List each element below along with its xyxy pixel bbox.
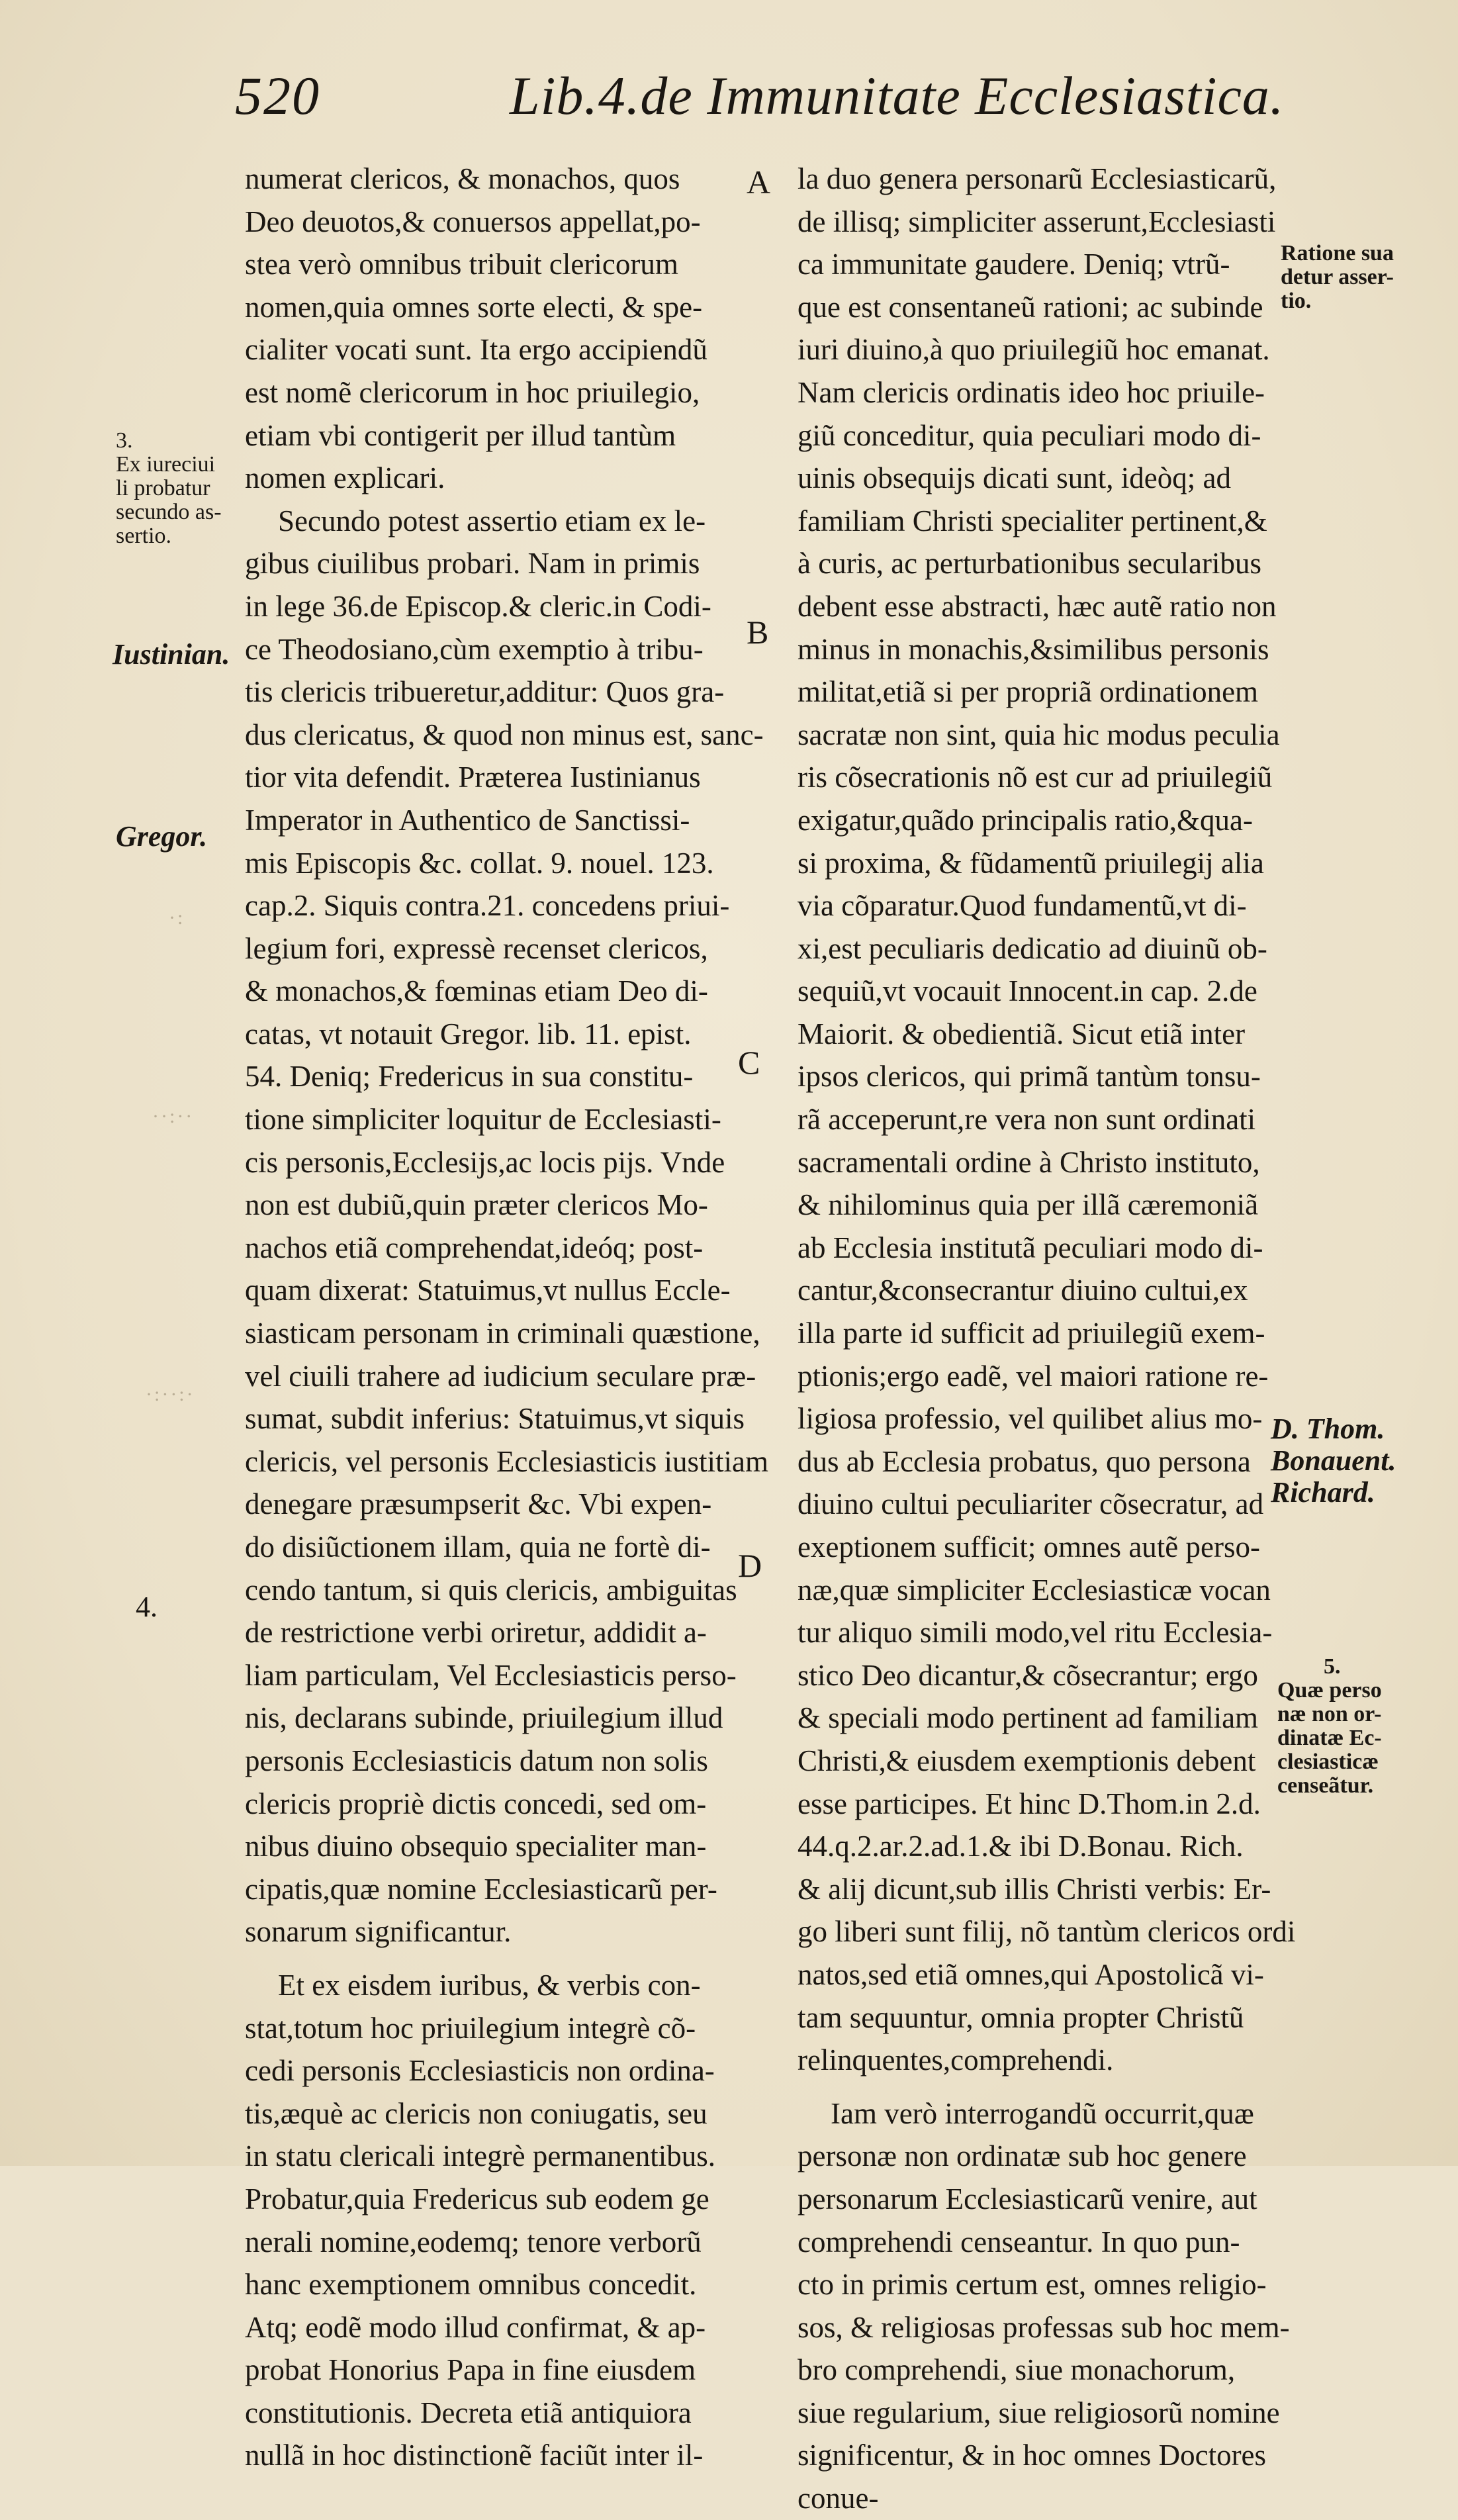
text-line: ligiosa professio, vel quilibet alius mo-	[797, 1402, 1263, 1436]
bleed-through-mark: ·:··:·	[146, 1383, 195, 1405]
text-line: vel ciuili trahere ad iudicium seculare præ-	[245, 1359, 756, 1393]
text-line: giũ conceditur, quia peculiari modo di-	[797, 418, 1261, 452]
text-line: debent esse abstracti, hæc autẽ ratio non	[797, 589, 1277, 623]
margin-number-4: 4.	[136, 1591, 158, 1623]
text-line: hanc exemptionem omnibus concedit.	[245, 2268, 697, 2302]
text-line: personis Ecclesiasticis datum non solis	[245, 1744, 708, 1777]
text-line: quam dixerat: Statuimus,vt nullus Eccle-	[245, 1274, 731, 1307]
text-line: clericis propriè dictis concedi, sed om-	[245, 1787, 707, 1820]
text-line: tis,æquè ac clericis non coniugatis, seu	[245, 2096, 707, 2130]
text-line: natos,sed etiã omnes,qui Apostolicã vi-	[797, 1957, 1264, 1991]
text-line: sonarum significantur.	[245, 1915, 512, 1949]
text-line: etiam vbi contigerit per illud tantùm	[245, 418, 676, 452]
text-line: næ,quæ simpliciter Ecclesiasticæ vocan	[797, 1573, 1271, 1607]
text-line: stea verò omnibus tribuit clericorum	[245, 248, 678, 281]
section-marker-c: C	[738, 1044, 760, 1081]
text-line: tis clericis tribueretur,additur: Quos gra-	[245, 675, 725, 709]
text-line: à curis, ac perturbationibus secularibus	[797, 547, 1262, 581]
margin-note-line: Quæ perso	[1277, 1678, 1382, 1703]
margin-name-iustinian: Iustinian.	[113, 638, 230, 671]
text-line: cialiter vocati sunt. Ita ergo accipiendũ	[245, 333, 707, 367]
text-line: Imperator in Authentico de Sanctissi-	[245, 803, 690, 837]
text-line: diuino cultui peculiariter cõsecratur, ad	[797, 1487, 1264, 1521]
section-marker-b: B	[747, 614, 769, 651]
text-line: ris cõsecrationis nõ est cur ad priuilegiũ	[797, 761, 1273, 794]
margin-note-3	[116, 429, 222, 548]
text-line: dus ab Ecclesia probatus, quo persona	[797, 1444, 1251, 1478]
text-line: nomen explicari.	[245, 461, 445, 495]
margin-note-line: sertio.	[116, 524, 172, 548]
text-line: numerat clericos, & monachos, quos	[245, 162, 680, 195]
text-line: cipatis,quæ nomine Ecclesiasticarũ per-	[245, 1872, 717, 1906]
text-line: stat,totum hoc priuilegium integrè cõ-	[245, 2011, 696, 2045]
text-line: dus clericatus, & quod non minus est, sanc-	[245, 718, 764, 751]
text-line: comprehendi censeantur. In quo pun-	[797, 2225, 1240, 2259]
text-line: sumat, subdit inferius: Statuimus,vt siquis	[245, 1402, 745, 1436]
text-line: significentur, & in hoc omnes Doctores	[797, 2439, 1267, 2472]
text-line: catas, vt notauit Gregor. lib. 11. epist.	[245, 1017, 692, 1050]
section-marker-d: D	[738, 1547, 762, 1584]
text-line: sacramentali ordine à Christo instituto,	[797, 1145, 1260, 1179]
text-line: denegare præsumpserit &c. Vbi expen-	[245, 1487, 712, 1521]
text-line: bro comprehendi, siue monachorum,	[797, 2353, 1236, 2387]
text-line: cis personis,Ecclesijs,ac locis pijs. Vnde	[245, 1145, 725, 1179]
text-line: conue-	[797, 2482, 879, 2515]
text-line: cendo tantum, si quis clericis, ambiguitas	[245, 1573, 737, 1607]
text-line: ca immunitate gaudere. Deniq; vtrũ-	[797, 248, 1230, 281]
text-line: personarum Ecclesiasticarũ venire, aut	[797, 2182, 1257, 2216]
text-line: cap.2. Siquis contra.21. concedens priui-	[245, 889, 730, 923]
text-line: rã acceperunt,re vera non sunt ordinati	[797, 1103, 1256, 1137]
margin-note-line: Ratione sua	[1281, 241, 1394, 265]
text-line: tione simpliciter loquitur de Ecclesiasti-	[245, 1103, 721, 1137]
text-line: clericis, vel personis Ecclesiasticis iustitiam	[245, 1444, 769, 1478]
margin-note-line: tio.	[1281, 289, 1312, 313]
text-line: 44.q.2.ar.2.ad.1.& ibi D.Bonau. Rich.	[797, 1830, 1244, 1863]
text-line: siue regularium, siue religiosorũ nomine	[797, 2396, 1280, 2429]
text-line: ptionis;ergo eadẽ, vel maiori ratione re-	[797, 1359, 1269, 1393]
text-line: Secundo potest assertio etiam ex le-	[278, 504, 706, 537]
text-line: esse participes. Et hinc D.Thom.in 2.d.	[797, 1787, 1261, 1820]
text-line: illa parte id sufficit ad priuilegiũ exem-	[797, 1317, 1265, 1350]
text-line: relinquentes,comprehendi.	[797, 2043, 1114, 2077]
margin-note-line: dinatæ Ec-	[1277, 1726, 1382, 1750]
text-line: & monachos,& fœminas etiam Deo di-	[245, 974, 708, 1008]
text-line: nerali nomine,eodemq; tenore verborũ	[245, 2225, 702, 2259]
text-line: iuri diuino,à quo priuilegiũ hoc emanat.	[797, 333, 1270, 367]
text-line: nibus diuino obsequio specialiter man-	[245, 1830, 707, 1863]
section-marker-a: A	[747, 163, 771, 201]
text-line: cantur,&consecrantur diuino cultui,ex	[797, 1274, 1248, 1307]
text-line: Nam clericis ordinatis ideo hoc priuile-	[797, 375, 1265, 409]
text-line: xi,est peculiaris dedicatio ad diuinũ ob-	[797, 931, 1267, 965]
margin-name-gregor: Gregor.	[116, 820, 208, 853]
bleed-through-mark: ··:··	[152, 1105, 195, 1127]
text-line: uinis obsequijs dicati sunt, ideòq; ad	[797, 461, 1231, 495]
bleed-through-mark: ·:	[169, 907, 185, 929]
right-text-column	[797, 158, 1296, 2520]
text-line: nachos etiã comprehendat,ideóq; post-	[245, 1231, 704, 1264]
text-line: Probatur,quia Fredericus sub eodem ge	[245, 2182, 709, 2216]
text-line: constitutionis. Decreta etiã antiquiora	[245, 2396, 692, 2429]
text-line: Et ex eisdem iuribus, & verbis con-	[278, 1968, 701, 2002]
page-header	[0, 65, 1458, 138]
text-line: nullã in hoc distinctionẽ faciũt inter il-	[245, 2439, 704, 2472]
text-line: exigatur,quãdo principalis ratio,&qua-	[797, 803, 1253, 837]
text-line: Deo deuotos,& conuersos appellat,po-	[245, 205, 701, 238]
text-line: in statu clericali integrè permanentibus.	[245, 2139, 715, 2173]
text-line: & nihilominus quia per illã cæremoniã	[797, 1188, 1259, 1222]
text-line: stico Deo dicantur,& cõsecrantur; ergo	[797, 1658, 1258, 1692]
text-line: minus in monachis,&similibus personis	[797, 632, 1269, 666]
text-line: Atq; eodẽ modo illud confirmat, & ap-	[245, 2310, 706, 2344]
text-line: personæ non ordinatæ sub hoc genere	[797, 2139, 1247, 2173]
text-line: nomen,quia omnes sorte electi, & spe-	[245, 290, 703, 324]
text-line: ab Ecclesia institutã peculiari modo di-	[797, 1231, 1263, 1264]
margin-note-line: secundo as-	[116, 500, 222, 524]
text-line: siasticam personam in criminali quæstione,	[245, 1317, 760, 1350]
text-line: sos, & religiosas professas sub hoc mem-	[797, 2310, 1290, 2344]
text-line: in lege 36.de Episcop.& cleric.in Codi-	[245, 589, 711, 623]
text-line: Maiorit. & obedientiã. Sicut etiã inter	[797, 1017, 1246, 1050]
margin-note-line: li probatur	[116, 476, 210, 500]
text-line: do disiũctionem illam, quia ne fortè di-	[245, 1530, 711, 1563]
margin-note-line: næ non or-	[1277, 1702, 1382, 1726]
margin-note-ratione	[1281, 242, 1394, 313]
text-line: legium fori, expressè recenset clericos,	[245, 931, 708, 965]
text-line: probat Honorius Papa in fine eiusdem	[245, 2353, 696, 2387]
margin-note-line: 3.	[116, 428, 133, 453]
text-line: Christi,& eiusdem exemptionis debent	[797, 1744, 1256, 1777]
text-line: Iam verò interrogandũ occurrit,quæ	[831, 2096, 1254, 2130]
page-number: 520	[235, 66, 320, 126]
margin-name-bonauent: Bonauent.	[1271, 1444, 1396, 1477]
margin-note-line: 5.	[1324, 1654, 1341, 1679]
text-line: nis, declarans subinde, priuilegium illud	[245, 1701, 723, 1735]
text-line: non est dubiũ,quin præter clericos Mo-	[245, 1188, 708, 1222]
text-line: gibus ciuilibus probari. Nam in primis	[245, 547, 700, 581]
text-line: de restrictione verbi oriretur, addidit a-	[245, 1616, 707, 1650]
text-line: la duo genera personarũ Ecclesiasticarũ,	[797, 162, 1277, 195]
text-line: est nomẽ clericorum in hoc priuilegio,	[245, 375, 700, 409]
text-line: tam sequuntur, omnia propter Christũ	[797, 2000, 1244, 2034]
text-line: mis Episcopis &c. collat. 9. nouel. 123.	[245, 846, 714, 880]
text-line: familiam Christi specialiter pertinent,&	[797, 504, 1267, 537]
text-line: 54. Deniq; Fredericus in sua constitu-	[245, 1060, 694, 1094]
text-line: exeptionem sufficit; omnes autẽ perso-	[797, 1530, 1260, 1563]
running-title: Lib.4.de Immunitate Ecclesiastica.	[510, 66, 1285, 126]
text-line: cto in primis certum est, omnes religio-	[797, 2268, 1267, 2302]
text-line: que est consentaneũ rationi; ac subinde	[797, 290, 1263, 324]
text-line: & alij dicunt,sub illis Christi verbis: Er-	[797, 1872, 1271, 1906]
text-line: sequiũ,vt vocauit Innocent.in cap. 2.de	[797, 974, 1257, 1008]
text-line: tur aliquo simili modo,vel ritu Ecclesia-	[797, 1616, 1273, 1650]
margin-name-richard: Richard.	[1271, 1476, 1375, 1509]
left-text-column	[245, 158, 769, 2477]
text-line: militat,etiã si per propriã ordinationem	[797, 675, 1259, 709]
margin-name-thom: D. Thom.	[1271, 1413, 1385, 1445]
text-line: cedi personis Ecclesiasticis non ordina-	[245, 2054, 715, 2088]
text-line: si proxima, & fũdamentũ priuilegij alia	[797, 846, 1264, 880]
margin-note-line: censeãtur.	[1277, 1773, 1374, 1798]
text-line: via cõparatur.Quod fundamentũ,vt di-	[797, 889, 1247, 923]
text-line: ipsos clericos, qui primã tantùm tonsu-	[797, 1060, 1261, 1094]
margin-names-right	[1271, 1413, 1396, 1509]
margin-note-line: clesiasticæ	[1277, 1750, 1379, 1774]
text-line: de illisq; simpliciter asserunt,Ecclesiasti	[797, 205, 1276, 238]
text-line: liam particulam, Vel Ecclesiasticis perso-	[245, 1658, 737, 1692]
text-line: sacratæ non sint, quia hic modus peculia	[797, 718, 1280, 751]
text-line: ce Theodosiano,cùm exemptio à tribu-	[245, 632, 704, 666]
margin-note-5	[1277, 1655, 1382, 1798]
margin-note-line: Ex iureciui	[116, 452, 216, 477]
text-line: go liberi sunt filij, nõ tantùm clericos ordi	[797, 1915, 1296, 1949]
text-line: & speciali modo pertinent ad familiam	[797, 1701, 1259, 1735]
margin-note-line: detur asser-	[1281, 265, 1394, 289]
text-line: tior vita defendit. Præterea Iustinianus	[245, 761, 701, 794]
